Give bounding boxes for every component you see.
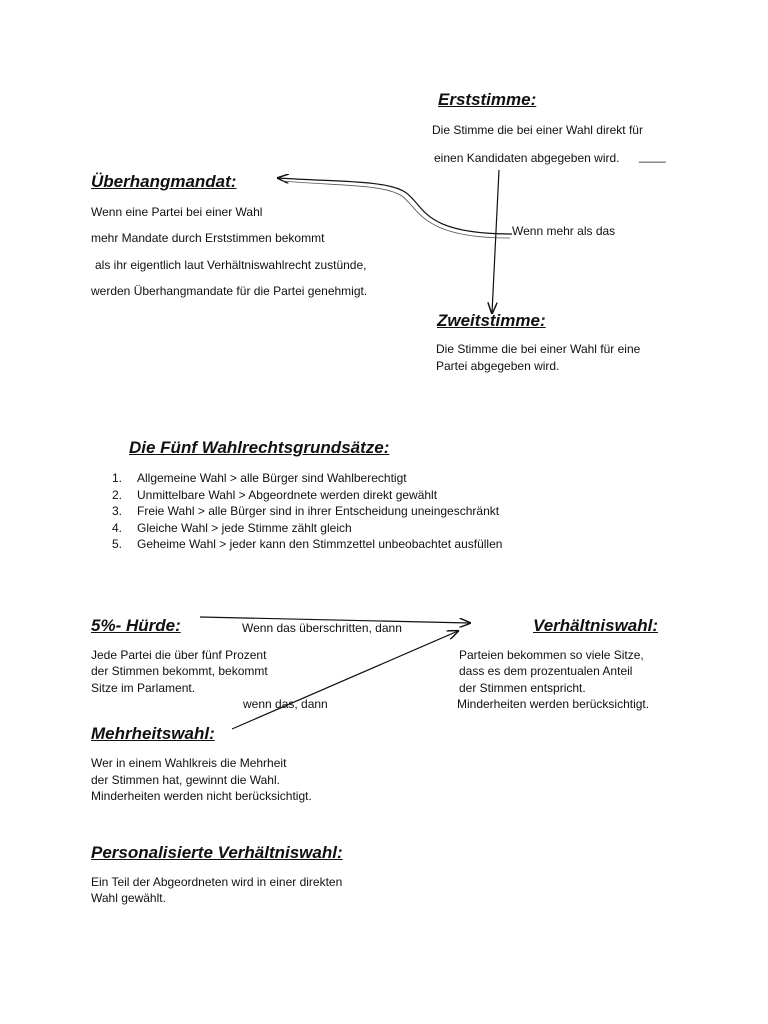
arrow-mehrheitswahl-to-verhaeltniswahl [232, 631, 458, 729]
list-item [112, 470, 502, 487]
ueberhangmandat-line-3: als ihr eigentlich laut Verhältniswahlrecht zustünde, [95, 258, 367, 272]
list-text: Gleiche Wahl > jede Stimme zählt gleich [137, 520, 352, 535]
list-text: Geheime Wahl > jeder kann den Stimmzettel unbeobachtet ausfüllen [137, 537, 503, 551]
verhaeltniswahl-heading: Verhältniswahl: [533, 616, 659, 635]
list-number: 3. [112, 504, 123, 518]
grundsaetze-heading: Die Fünf Wahlrechtsgrundsätze: [129, 438, 390, 457]
mehrheitswahl-line-3: Minderheiten werden nicht berücksichtigt. [91, 789, 312, 803]
arrow-label-wenn-mehr: Wenn mehr als das [512, 224, 616, 238]
mehrheitswahl-heading: Mehrheitswahl: [91, 724, 215, 743]
huerde-line-1: Jede Partei die über fünf Prozent [91, 648, 267, 662]
list-number: 1. [112, 471, 123, 485]
ueberhangmandat-line-1: Wenn eine Partei bei einer Wahl [91, 205, 263, 219]
erststimme-line-2: einen Kandidaten abgegeben wird. [434, 151, 620, 165]
arrow-label-ueberschritten: Wenn das überschritten, dann [242, 621, 402, 635]
huerde-line-2: der Stimmen bekommt, bekommt [91, 664, 268, 678]
list-text: Unmittelbare Wahl > Abgeordnete werden direkt gewählt [137, 487, 438, 502]
arrow-to-ueberhangmandat-shadow [282, 181, 510, 238]
list-number: 4. [112, 520, 123, 535]
erststimme-line-1: Die Stimme die bei einer Wahl direkt für [432, 123, 643, 137]
ueberhangmandat-line-4: werden Überhangmandate für die Partei genehmigt. [91, 284, 368, 298]
list-item [112, 487, 502, 504]
verhaeltniswahl-line-3: der Stimmen entspricht. [459, 681, 586, 695]
erststimme-heading: Erststimme: [438, 90, 537, 109]
list-text: Freie Wahl > alle Bürger sind in ihrer Entscheidung uneingeschränkt [137, 504, 500, 518]
mehrheitswahl-line-2: der Stimmen hat, gewinnt die Wahl. [91, 773, 280, 787]
arrow-erststimme-to-zweitstimme [492, 170, 499, 313]
huerde-heading: 5%- Hürde: [91, 616, 181, 635]
verhaeltniswahl-line-4: Minderheiten werden berücksichtigt. [457, 697, 650, 711]
mehrheitswahl-line-1: Wer in einem Wahlkreis die Mehrheit [91, 756, 287, 770]
list-item [112, 503, 502, 520]
zweitstimme-line-1: Die Stimme die bei einer Wahl für eine [436, 342, 641, 356]
grundsaetze-list [112, 470, 502, 553]
verhaeltniswahl-line-1: Parteien bekommen so viele Sitze, [459, 648, 644, 662]
list-item [112, 520, 502, 537]
verhaeltniswahl-line-2: dass es dem prozentualen Anteil [459, 664, 633, 678]
list-number: 5. [112, 537, 123, 551]
list-number: 2. [112, 487, 123, 502]
personal-heading: Personalisierte Verhältniswahl: [91, 843, 343, 862]
list-text: Allgemeine Wahl > alle Bürger sind Wahlberechtigt [137, 471, 407, 485]
list-item [112, 536, 502, 553]
ueberhangmandat-heading: Überhangmandat: [91, 172, 237, 191]
erststimme-blank: ____ [639, 149, 666, 163]
personal-line-1: Ein Teil der Abgeordneten wird in einer direkten [91, 875, 343, 889]
arrow-label-wenn-das: wenn das, dann [243, 697, 328, 711]
ueberhangmandat-line-2: mehr Mandate durch Erststimmen bekommt [91, 231, 325, 245]
huerde-line-3: Sitze im Parlament. [91, 681, 196, 695]
zweitstimme-heading: Zweitstimme: [437, 311, 546, 330]
personal-line-2: Wahl gewählt. [91, 891, 166, 905]
arrow-to-ueberhangmandat [278, 178, 512, 234]
zweitstimme-line-2: Partei abgegeben wird. [436, 359, 560, 373]
